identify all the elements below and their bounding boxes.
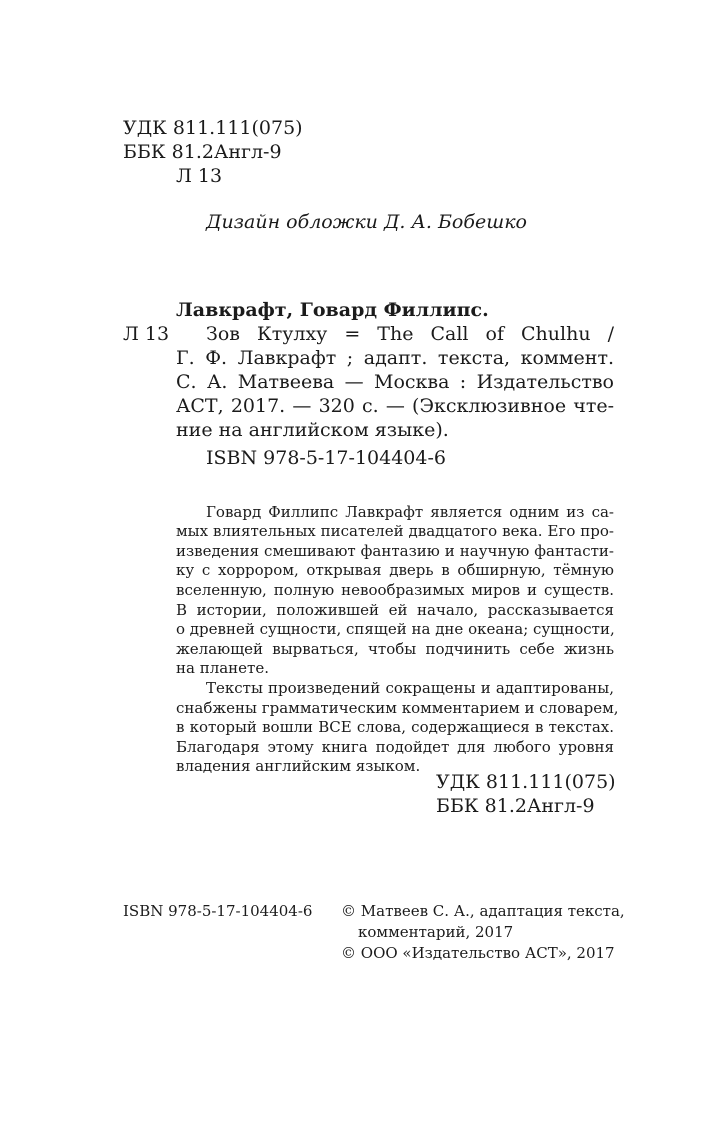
annotation-line: о древней сущности, спящей на дне океана; сущности, [176,620,615,638]
annotation-line: Благодаря этому книга подойдет для любого уровня [176,738,614,756]
annotation-line: желающей вырваться, чтобы подчинить себе жизнь [176,640,614,658]
annotation-line: в который вошли ВСЕ слова, содержащиеся в текстах. [176,718,614,736]
top-bbk: ББК 81.2Англ-9 [123,141,282,163]
top-udk: УДК 811.111(075) [123,117,303,139]
description-line: ние на английском языке). [176,419,449,441]
annotation-line: мых влиятельных писателей двадцатого века. Его про- [176,522,614,540]
card-author-sign: Л 13 [123,323,170,345]
description-line: С. А. Матвеева — Москва : Издательство [176,371,614,393]
annotation-line: снабжены грамматическим комментарием и словарем, [176,699,619,717]
description-line: АСТ, 2017. — 320 с. — (Эксклюзивное чте- [176,395,614,417]
copyright-line: © ООО «Издательство АСТ», 2017 [341,944,615,962]
description-line: Г. Ф. Лавкрафт ; адапт. текста, коммент. [176,347,614,369]
annotation-line: изведения смешивают фантазию и научную фантасти- [176,542,614,560]
annotation-line: на планете. [176,659,269,677]
annotation-line: Говард Филлипс Лавкрафт является одним из са- [206,503,614,521]
cover-design-credit: Дизайн обложки Д. А. Бобешко [206,211,527,233]
annotation-line: вселенную, полную невообразимых миров и существ. [176,581,614,599]
description-line: Зов Ктулху = The Call of Chulhu / [206,323,614,345]
copyright-line: © Матвеев С. А., адаптация текста, [341,902,625,920]
annotation-line: ку с хоррором, открывая дверь в обширную, тёмную [176,561,614,579]
footer-isbn: ISBN 978-5-17-104404-6 [123,902,313,920]
bottom-udk: УДК 811.111(075) [436,771,616,793]
annotation-line: В истории, положившей ей начало, рассказывается [176,601,614,619]
copyright-line: комментарий, 2017 [358,923,514,941]
author-heading: Лавкрафт, Говард Филлипс. [176,299,489,321]
card-isbn: ISBN 978-5-17-104404-6 [206,447,446,469]
annotation-line: Тексты произведений сокращены и адаптированы, [206,679,614,697]
bottom-bbk: ББК 81.2Англ-9 [436,795,595,817]
annotation-line: владения английским языком. [176,757,421,775]
top-author-sign: Л 13 [176,165,223,187]
